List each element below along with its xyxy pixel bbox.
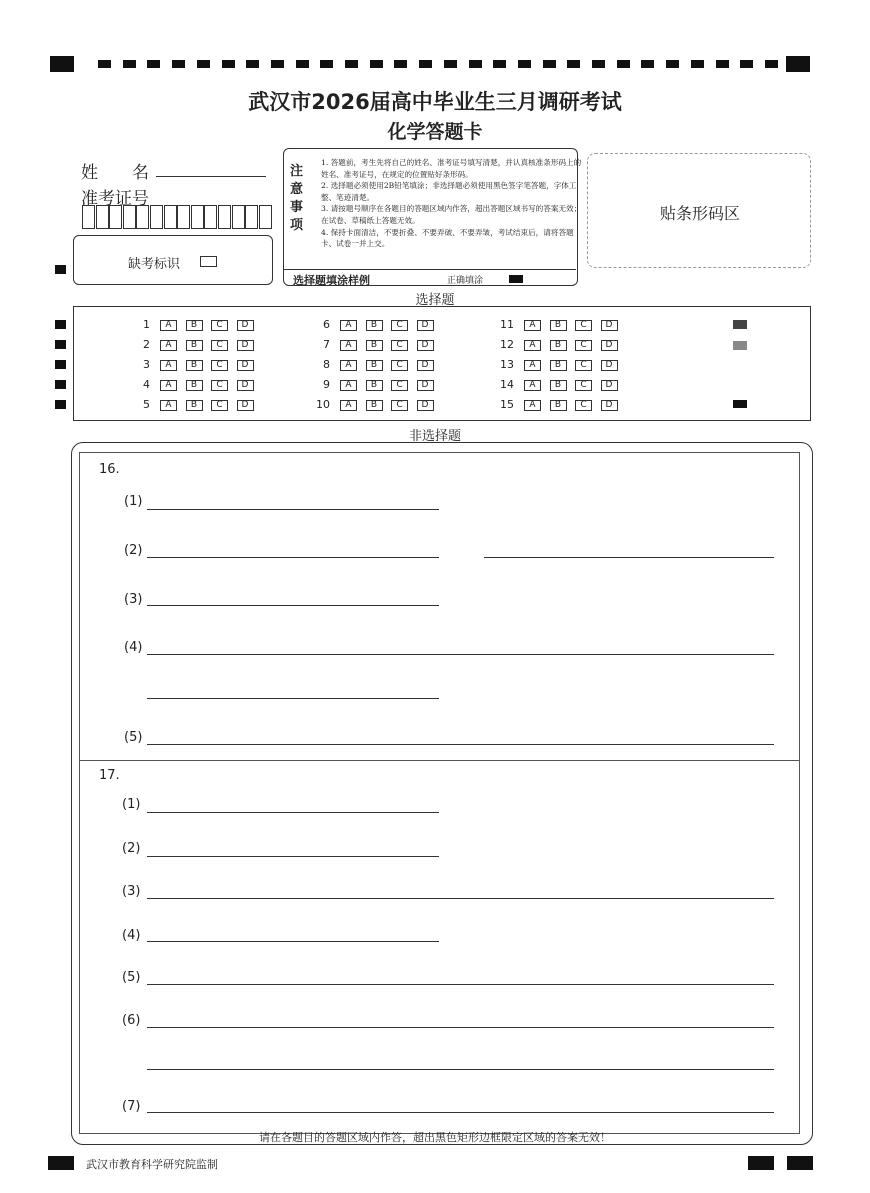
side-timing-mark	[55, 360, 66, 369]
choice-option-bubble[interactable]: A	[160, 320, 177, 331]
q16-part-5-answer-line[interactable]	[147, 744, 774, 745]
name-label: 姓 名	[81, 163, 149, 183]
timing-mark-bottom-right-2	[787, 1156, 813, 1170]
choice-option-bubble[interactable]: C	[575, 380, 592, 391]
choice-option-bubble[interactable]: B	[186, 320, 203, 331]
choice-option-bubble[interactable]: D	[237, 380, 254, 391]
timing-mark-right-1	[733, 320, 747, 329]
choice-option-bubble[interactable]: C	[391, 400, 408, 411]
q16-part-2-label: (2)	[124, 543, 143, 558]
footer-supervisor: 武汉市教育科学研究院监制	[86, 1158, 218, 1171]
choice-option-bubble[interactable]: A	[524, 400, 541, 411]
choice-option-bubble[interactable]: C	[575, 360, 592, 371]
timing-mark	[271, 60, 284, 68]
choice-question-number: 10	[316, 398, 330, 411]
q17-part-3-answer-line[interactable]	[147, 898, 774, 899]
timing-mark-corner-left	[50, 56, 74, 72]
choice-option-bubble[interactable]: D	[417, 380, 434, 391]
choice-question-number: 1	[143, 318, 150, 331]
choice-option-bubble[interactable]: D	[237, 340, 254, 351]
timing-mark	[469, 60, 482, 68]
exam-id-label: 准考证号	[81, 189, 149, 209]
choice-option-bubble[interactable]: D	[601, 380, 618, 391]
choice-question-number: 13	[500, 358, 514, 371]
timing-mark	[222, 60, 235, 68]
absent-label: 缺考标识	[128, 257, 181, 272]
q16-part-3-label: (3)	[124, 592, 143, 607]
page-subtitle: 化学答题卡	[387, 121, 483, 143]
nonchoice-section-title: 非选择题	[408, 429, 461, 444]
choice-question-number: 2	[143, 338, 150, 351]
timing-mark	[394, 60, 407, 68]
side-timing-mark	[55, 320, 66, 329]
choice-option-bubble[interactable]: D	[417, 340, 434, 351]
timing-mark	[716, 60, 729, 68]
choice-question-number: 7	[323, 338, 330, 351]
choice-option-bubble[interactable]: A	[524, 340, 541, 351]
choice-option-bubble[interactable]: C	[211, 380, 228, 391]
timing-mark	[246, 60, 259, 68]
absent-checkbox[interactable]	[200, 256, 217, 267]
timing-mark-right-2	[733, 341, 747, 350]
choice-option-bubble[interactable]: B	[550, 360, 567, 371]
choice-question-number: 15	[500, 398, 514, 411]
timing-mark	[518, 60, 531, 68]
choice-option-bubble[interactable]: D	[237, 320, 254, 331]
choice-question-number: 5	[143, 398, 150, 411]
exam-id-cell[interactable]	[150, 205, 163, 229]
choice-option-bubble[interactable]: D	[417, 360, 434, 371]
correct-fill-label: 正确填涂	[447, 276, 484, 286]
name-field-line[interactable]	[156, 176, 266, 177]
choice-question-number: 4	[143, 378, 150, 391]
q17-part-7-label: (7)	[122, 1099, 141, 1114]
timing-mark	[419, 60, 432, 68]
q16-part-2-answer-line-a[interactable]	[147, 557, 439, 558]
exam-id-cell[interactable]	[204, 205, 217, 229]
side-timing-mark	[55, 400, 66, 409]
choice-option-bubble[interactable]: D	[601, 320, 618, 331]
correct-fill-sample	[509, 275, 523, 283]
choice-option-bubble[interactable]: D	[601, 400, 618, 411]
timing-mark	[172, 60, 185, 68]
choice-option-bubble[interactable]: A	[340, 340, 357, 351]
q17-part-6-answer-line-a[interactable]	[147, 1027, 774, 1028]
choice-option-bubble[interactable]: C	[575, 340, 592, 351]
q17-part-2-answer-line[interactable]	[147, 856, 439, 857]
timing-mark	[123, 60, 136, 68]
choice-option-bubble[interactable]: A	[340, 360, 357, 371]
timing-mark	[567, 60, 580, 68]
choice-option-bubble[interactable]: B	[186, 400, 203, 411]
nonchoice-inner-frame	[79, 452, 800, 1134]
footer-warning: 请在各题目的答题区域内作答，超出黑色矩形边框限定区域的答案无效！	[259, 1131, 611, 1144]
timing-mark	[765, 60, 778, 68]
choice-option-bubble[interactable]: A	[524, 320, 541, 331]
choice-question-number: 14	[500, 378, 514, 391]
timing-mark	[147, 60, 160, 68]
choice-question-number: 3	[143, 358, 150, 371]
q17-part-5-answer-line[interactable]	[147, 984, 774, 985]
timing-mark	[641, 60, 654, 68]
exam-id-cell[interactable]	[164, 205, 177, 229]
timing-mark	[98, 60, 111, 68]
exam-id-cell[interactable]	[218, 205, 231, 229]
choice-option-bubble[interactable]: C	[391, 340, 408, 351]
choice-option-bubble[interactable]: B	[186, 360, 203, 371]
choice-question-number: 9	[323, 378, 330, 391]
choice-option-bubble[interactable]: D	[601, 360, 618, 371]
choice-question-number: 6	[323, 318, 330, 331]
choice-option-bubble[interactable]: C	[211, 320, 228, 331]
q16-part-2-answer-line-b[interactable]	[484, 557, 774, 558]
choice-option-bubble[interactable]: C	[391, 320, 408, 331]
notice-side-label: 注 意 事 项	[290, 164, 304, 233]
q17-part-4-answer-line[interactable]	[147, 941, 439, 942]
q17-part-1-answer-line[interactable]	[147, 812, 439, 813]
exam-id-cell[interactable]	[245, 205, 258, 229]
page-title: 武汉市2026届高中毕业生三月调研考试	[248, 90, 622, 114]
choice-option-bubble[interactable]: D	[417, 320, 434, 331]
choice-option-bubble[interactable]: B	[550, 320, 567, 331]
exam-id-cell[interactable]	[123, 205, 136, 229]
exam-id-cell[interactable]	[136, 205, 149, 229]
timing-mark	[543, 60, 556, 68]
choice-answer-box	[73, 306, 811, 421]
timing-mark	[740, 60, 753, 68]
timing-mark-bottom-left	[48, 1156, 74, 1170]
choice-option-bubble[interactable]: C	[391, 360, 408, 371]
q16-number: 16.	[99, 462, 120, 477]
notice-box	[283, 148, 582, 287]
exam-id-cell[interactable]	[177, 205, 190, 229]
timing-mark	[197, 60, 210, 68]
choice-option-bubble[interactable]: C	[211, 340, 228, 351]
choice-option-bubble[interactable]: C	[575, 320, 592, 331]
q16-part-1-answer-line[interactable]	[147, 509, 439, 510]
choice-option-bubble[interactable]: B	[366, 400, 383, 411]
timing-mark	[444, 60, 457, 68]
exam-id-cell[interactable]	[96, 205, 109, 229]
timing-mark	[493, 60, 506, 68]
side-timing-mark	[55, 340, 66, 349]
choice-section-title: 选择题	[415, 293, 455, 308]
choice-option-bubble[interactable]: D	[417, 400, 434, 411]
choice-option-bubble[interactable]: B	[550, 400, 567, 411]
q17-part-6-label: (6)	[122, 1013, 141, 1028]
q17-part-5-label: (5)	[122, 970, 141, 985]
notice-list	[309, 157, 587, 250]
timing-mark	[296, 60, 309, 68]
choice-question-number: 11	[500, 318, 514, 331]
timing-mark	[691, 60, 704, 68]
q17-number: 17.	[99, 768, 120, 783]
choice-option-bubble[interactable]: A	[160, 340, 177, 351]
choice-option-bubble[interactable]: B	[366, 360, 383, 371]
q17-part-7-answer-line[interactable]	[147, 1112, 774, 1113]
q16-q17-divider	[79, 760, 800, 761]
choice-question-number: 12	[500, 338, 514, 351]
choice-option-bubble[interactable]: A	[340, 380, 357, 391]
choice-question-number: 8	[323, 358, 330, 371]
choice-option-bubble[interactable]: B	[550, 340, 567, 351]
q16-part-4-label: (4)	[124, 640, 143, 655]
choice-option-bubble[interactable]: B	[366, 380, 383, 391]
choice-option-bubble[interactable]: C	[211, 400, 228, 411]
sample-label: 选择题填涂样例	[293, 274, 370, 287]
choice-option-bubble[interactable]: C	[391, 380, 408, 391]
choice-option-bubble[interactable]: D	[237, 360, 254, 371]
q17-part-3-label: (3)	[122, 884, 141, 899]
choice-option-bubble[interactable]: A	[160, 400, 177, 411]
choice-option-bubble[interactable]: A	[524, 380, 541, 391]
choice-option-bubble[interactable]: A	[160, 360, 177, 371]
timing-mark	[617, 60, 630, 68]
choice-option-bubble[interactable]: D	[601, 340, 618, 351]
barcode-area	[587, 153, 811, 268]
choice-option-bubble[interactable]: B	[366, 320, 383, 331]
exam-id-cell[interactable]	[109, 205, 122, 229]
choice-option-bubble[interactable]: B	[550, 380, 567, 391]
choice-option-bubble[interactable]: B	[366, 340, 383, 351]
timing-mark	[592, 60, 605, 68]
notice-divider	[284, 269, 576, 270]
q16-part-3-answer-line[interactable]	[147, 605, 439, 606]
q16-part-4-answer-line-a[interactable]	[147, 654, 774, 655]
timing-mark	[320, 60, 333, 68]
notice-item: 2. 选择题必须使用2B铅笔填涂；非选择题必须使用黑色签字笔答题，字体工整、笔迹清楚。	[321, 181, 577, 202]
exam-id-cell[interactable]	[232, 205, 245, 229]
choice-option-bubble[interactable]: A	[160, 380, 177, 391]
choice-option-bubble[interactable]: A	[340, 400, 357, 411]
q17-part-4-label: (4)	[122, 928, 141, 943]
q16-part-5-label: (5)	[124, 730, 143, 745]
timing-mark	[370, 60, 383, 68]
barcode-label: 贴条形码区	[659, 204, 740, 223]
choice-option-bubble[interactable]: D	[237, 400, 254, 411]
exam-id-cell[interactable]	[82, 205, 95, 229]
timing-mark	[345, 60, 358, 68]
exam-id-cell[interactable]	[191, 205, 204, 229]
notice-item: 3. 请按题号顺序在各题目的答题区域内作答，超出答题区域书写的答案无效；在试卷、草稿纸上答题无效。	[321, 204, 582, 225]
choice-option-bubble[interactable]: C	[211, 360, 228, 371]
timing-mark-bottom-right-1	[748, 1156, 774, 1170]
side-timing-mark	[55, 380, 66, 389]
absent-box	[73, 235, 273, 285]
notice-item: 4. 保持卡面清洁，不要折叠、不要弄破、不要弄皱，考试结束后，请将答题卡、试卷一并上交。	[321, 227, 574, 249]
q16-part-1-label: (1)	[124, 494, 143, 509]
q17-part-6-answer-line-b[interactable]	[147, 1069, 774, 1070]
timing-mark-corner-right	[786, 56, 810, 72]
q17-part-1-label: (1)	[122, 797, 141, 812]
choice-option-bubble[interactable]: B	[186, 380, 203, 391]
choice-option-bubble[interactable]: A	[524, 360, 541, 371]
q16-part-4-answer-line-b[interactable]	[147, 698, 439, 699]
choice-option-bubble[interactable]: B	[186, 340, 203, 351]
choice-option-bubble[interactable]: C	[575, 400, 592, 411]
timing-mark-right-3	[733, 400, 747, 408]
notice-item: 1. 答题前，考生先将自己的姓名、准考证号填写清楚，并认真核准条形码上的姓名、准考证号，在规定的位置贴好条形码。	[321, 158, 582, 179]
timing-mark	[666, 60, 679, 68]
side-mark-absent	[55, 265, 66, 274]
choice-option-bubble[interactable]: A	[340, 320, 357, 331]
exam-id-cell[interactable]	[259, 205, 272, 229]
q17-part-2-label: (2)	[122, 841, 141, 856]
